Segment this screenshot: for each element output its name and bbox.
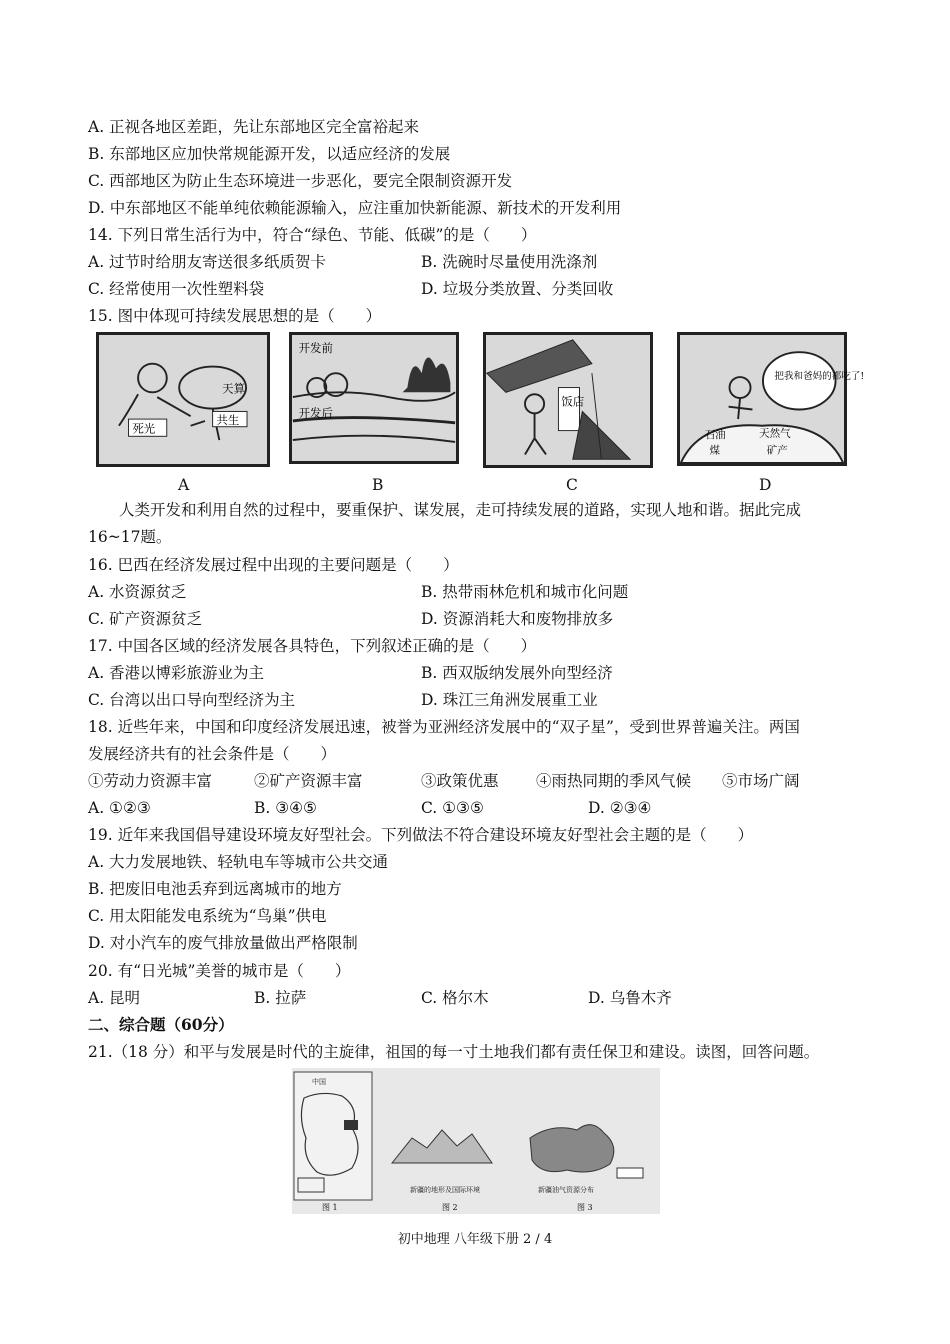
cartoon-d-rock-1: 石油 [704, 429, 726, 442]
intro-line-1: 人类开发和利用自然的过程中，要重保护、谋发展，走可持续发展的道路，实现人地和谐。据此完成 [119, 501, 802, 519]
q18-option-d: D. ②③④ [588, 799, 652, 817]
q16-stem: 16. 巴西在经济发展过程中出现的主要问题是（ ） [88, 556, 459, 574]
q16-row2 [88, 609, 614, 629]
q19-stem: 19. 近年来我国倡导建设环境友好型社会。下列做法不符合建设环境友好型社会主题的是（ ） [88, 826, 754, 844]
q17-option-a: A. 香港以博彩旅游业为主 [88, 664, 265, 682]
cartoon-b-top-label: 开发前 [298, 341, 333, 356]
q20-stem: 20. 有“日光城”美誉的城市是（ ） [88, 962, 351, 980]
q20-option-d: D. 乌鲁木齐 [588, 989, 672, 1007]
q20-option-c: C. 格尔木 [421, 989, 489, 1007]
cartoon-c [483, 332, 653, 468]
cartoon-a-mid-label: 天算 [222, 381, 246, 396]
q16-option-c: C. 矿产资源贫乏 [88, 610, 203, 628]
cartoon-b [289, 332, 459, 464]
fig3-title: 新疆油气资源分布 [538, 1186, 594, 1194]
cartoon-c-sign: 饭店 [561, 394, 585, 409]
fig2-caption: 图 2 [442, 1203, 458, 1212]
section-2-heading: 二、综合题（60分） [88, 1015, 234, 1034]
q18-stem-line-1: 18. 近些年来，中国和印度经济发展迅速，被誉为亚洲经济发展中的“双子星”，受到世界普遍关注。两国 [88, 718, 800, 736]
q14-option-b: B. 洗碗时尽量使用洗涤剂 [421, 253, 598, 271]
q18-item-2: ②矿产资源丰富 [254, 772, 363, 790]
q17-row2 [88, 690, 598, 710]
q14-option-c: C. 经常使用一次性塑料袋 [88, 280, 265, 298]
cartoon-d-bubble: 把我和爸妈的都吃了! [774, 370, 865, 382]
cartoon-label-d: D [759, 476, 772, 494]
q13-option-d: D. 中东部地区不能单纯依赖能源输入，应注重加快新能源、新技术的开发利用 [88, 199, 622, 217]
q18-option-a: A. ①②③ [88, 799, 151, 817]
intro-line-2: 16~17题。 [88, 528, 172, 546]
q18-stem-line-2: 发展经济共有的社会条件是（ ） [88, 745, 337, 763]
q14-stem: 14. 下列日常生活行为中，符合“绿色、节能、低碳”的是（ ） [88, 226, 537, 244]
cartoon-b-bottom-label: 开发后 [298, 406, 333, 421]
q19-option-d: D. 对小汽车的废气排放量做出严格限制 [88, 934, 358, 952]
q19-option-a: A. 大力发展地铁、轻轨电车等城市公共交通 [88, 853, 389, 871]
cartoon-d-rock-2: 天然气 [759, 427, 791, 440]
cartoon-d-rock-3: 煤 [709, 444, 720, 457]
fig1-caption: 图 1 [322, 1203, 338, 1212]
q17-option-c: C. 台湾以出口导向型经济为主 [88, 691, 296, 709]
q18-item-4: ④雨热同期的季风气候 [536, 772, 692, 790]
q21-figure [292, 1068, 660, 1214]
q18-item-3: ③政策优惠 [421, 772, 499, 790]
q15-stem: 15. 图中体现可持续发展思想的是（ ） [88, 307, 382, 325]
q17-row1 [88, 663, 613, 683]
cartoon-label-c: C [566, 476, 578, 494]
cartoon-a [96, 332, 270, 467]
q18-item-1: ①劳动力资源丰富 [88, 772, 213, 790]
q14-option-a: A. 过节时给朋友寄送很多纸质贺卡 [88, 253, 327, 271]
q16-option-d: D. 资源消耗大和废物排放多 [421, 610, 614, 628]
page-footer: 初中地理 八年级下册 2 / 4 [397, 1232, 553, 1247]
cartoon-d-rock-4: 矿产 [766, 444, 788, 457]
cartoon-a-left-label: 死光 [132, 421, 156, 436]
q20-option-b: B. 拉萨 [254, 989, 307, 1007]
cartoon-label-a: A [178, 476, 190, 494]
q16-row1 [88, 582, 629, 602]
q13-option-c: C. 西部地区为防止生态环境进一步恶化，要完全限制资源开发 [88, 172, 513, 190]
q19-option-b: B. 把废旧电池丢弃到远离城市的地方 [88, 880, 342, 898]
q17-option-d: D. 珠江三角洲发展重工业 [421, 691, 598, 709]
cartoon-a-right-label: 共生 [216, 412, 240, 427]
q17-option-b: B. 西双版纳发展外向型经济 [421, 664, 613, 682]
q17-stem: 17. 中国各区域的经济发展各具特色，下列叙述正确的是（ ） [88, 637, 537, 655]
q21-stem: 21.（18 分）和平与发展是时代的主旋律，祖国的每一寸土地我们都有责任保卫和建设。读图，回答问题。 [88, 1043, 820, 1061]
q20-option-a: A. 昆明 [88, 989, 141, 1007]
q16-option-b: B. 热带雨林危机和城市化问题 [421, 583, 629, 601]
fig3-caption: 图 3 [577, 1203, 593, 1212]
q19-option-c: C. 用太阳能发电系统为“鸟巢”供电 [88, 907, 327, 925]
q14-option-d: D. 垃圾分类放置、分类回收 [421, 280, 614, 298]
cartoon-label-b: B [372, 476, 384, 494]
q14-row1 [88, 252, 598, 272]
cartoon-d [677, 332, 865, 466]
q16-option-a: A. 水资源贫乏 [88, 583, 187, 601]
q18-option-c: C. ①③⑤ [421, 799, 484, 817]
fig1-label: 中国 [312, 1078, 326, 1086]
q14-row2 [88, 279, 614, 299]
q18-item-5: ⑤市场广阔 [722, 772, 800, 790]
q13-option-a: A. 正视各地区差距，先让东部地区完全富裕起来 [88, 118, 420, 136]
q13-option-b: B. 东部地区应加快常规能源开发，以适应经济的发展 [88, 145, 451, 163]
q18-option-b: B. ③④⑤ [254, 799, 317, 817]
fig2-title: 新疆的地形及国际环境 [410, 1186, 480, 1194]
